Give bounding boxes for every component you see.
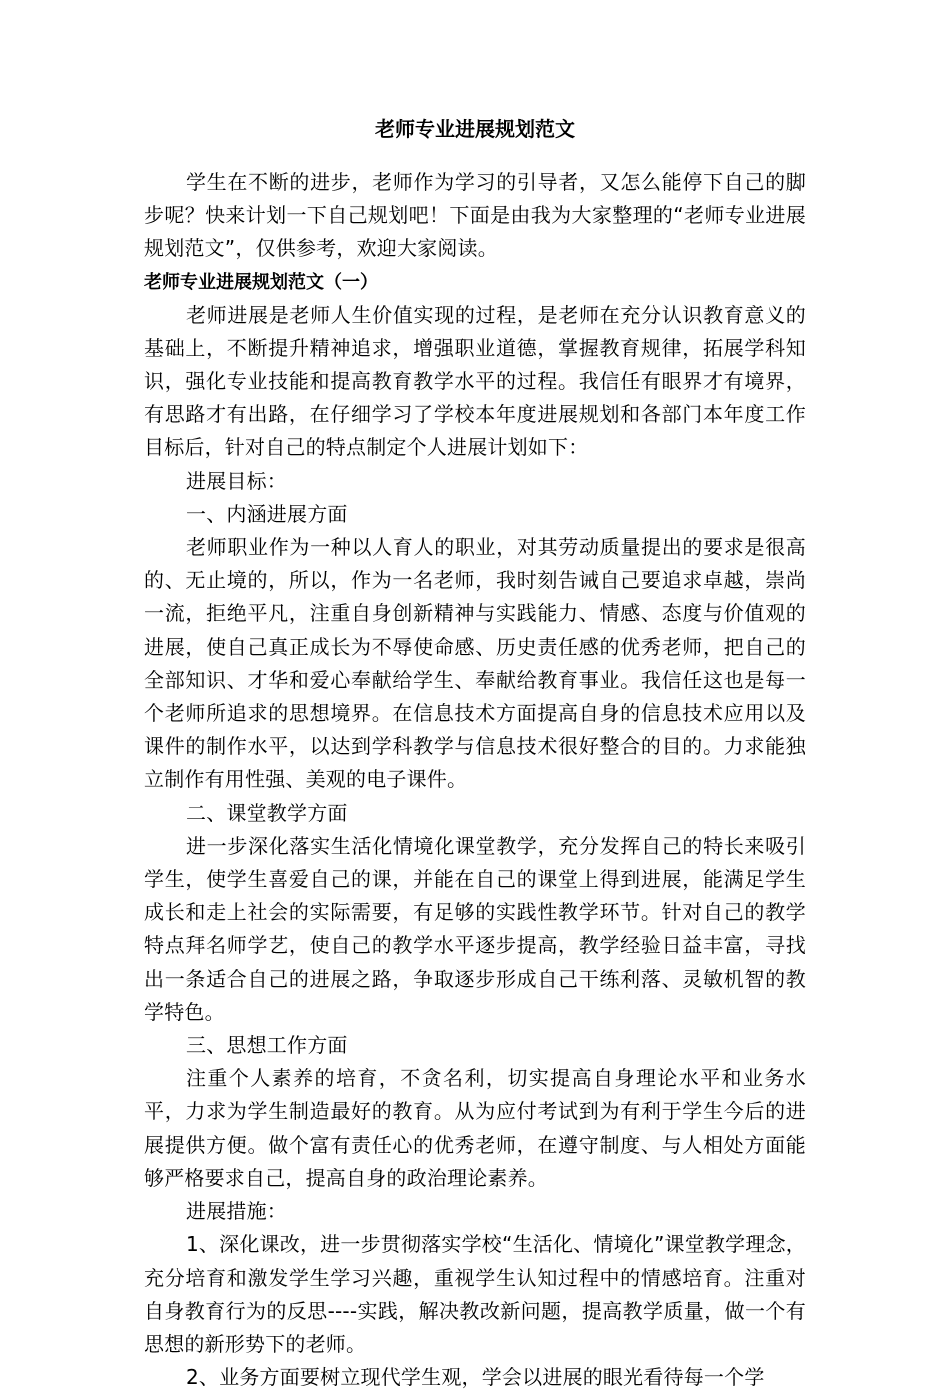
body-paragraph: 注重个人素养的培育，不贪名利，切实提高自身理论水平和业务水平，力求为学生制造最好的教育。从为应付考试到为有利于学生今后的进展提供方便。做个富有责任心的优秀老师，在遵守制度、与人相处方面能够严格要求自己，提高自身的政治理论素养。 — [144, 1066, 806, 1190]
body-paragraph: 进一步深化落实生活化情境化课堂教学，充分发挥自己的特长来吸引学生，使学生喜爱自己的课，并能在自己的课堂上得到进展，能满足学生成长和走上社会的实际需要，有足够的实践性教学环节。针对自己的教学特点拜名师学艺，使自己的教学水平逐步提高，教学经验日益丰富，寻找出一条适合自己的进展之路，争取逐步形成自己干练利落、灵敏机智的教学特色。 — [144, 833, 806, 1024]
body-paragraph: 老师职业作为一种以人育人的职业，对其劳动质量提出的要求是很高的、无止境的，所以，作为一名老师，我时刻告诫自己要追求卓越，崇尚一流，拒绝平凡，注重自身创新精神与实践能力、情感、态度与价值观的进展，使自己真正成长为不辱使命感、历史责任感的优秀老师，把自己的全部知识、才华和爱心奉献给学生、奉献给教育事业。我信任这也是每一个老师所追求的思想境界。在信息技术方面提高自身的信息技术应用以及课件的制作水平，以达到学科教学与信息技术很好整合的目的。力求能独立制作有用性强、美观的电子课件。 — [144, 535, 806, 792]
section-heading: 老师专业进展规划范文（一） — [144, 271, 378, 293]
body-paragraph: 1、深化课改，进一步贯彻落实学校“生活化、情境化”课堂教学理念，充分培育和激发学生学习兴趣，重视学生认知过程中的情感培育。注重对自身教育行为的反思----实践，解决教改新问题，提高教学质量，做一个有思想的新形势下的老师。 — [144, 1232, 806, 1356]
subheading-paragraph: 进展措施： — [186, 1199, 287, 1224]
subheading-paragraph: 二、课堂教学方面 — [186, 800, 348, 825]
document-title: 老师专业进展规划范文 — [375, 117, 575, 141]
body-paragraph: 老师进展是老师人生价值实现的过程，是老师在充分认识教育意义的基础上，不断提升精神追求，增强职业道德，掌握教育规律，拓展学科知识，强化专业技能和提高教育教学水平的过程。我信任有眼界才有境界，有思路才有出路，在仔细学习了学校本年度进展规划和各部门本年度工作目标后，针对自己的特点制定个人进展计划如下： — [144, 302, 806, 460]
subheading-paragraph: 一、内涵进展方面 — [186, 501, 348, 526]
body-paragraph: 2、业务方面要树立现代学生观，学会以进展的眼光看待每一个学 — [186, 1365, 765, 1390]
document-page — [144, 112, 806, 1394]
subheading-paragraph: 进展目标： — [186, 468, 287, 493]
subheading-paragraph: 三、思想工作方面 — [186, 1033, 348, 1058]
intro-paragraph: 学生在不断的进步，老师作为学习的引导者，又怎么能停下自己的脚步呢？快来计划一下自己规划吧！下面是由我为大家整理的“老师专业进展规划范文”，仅供参考，欢迎大家阅读。 — [144, 170, 806, 261]
